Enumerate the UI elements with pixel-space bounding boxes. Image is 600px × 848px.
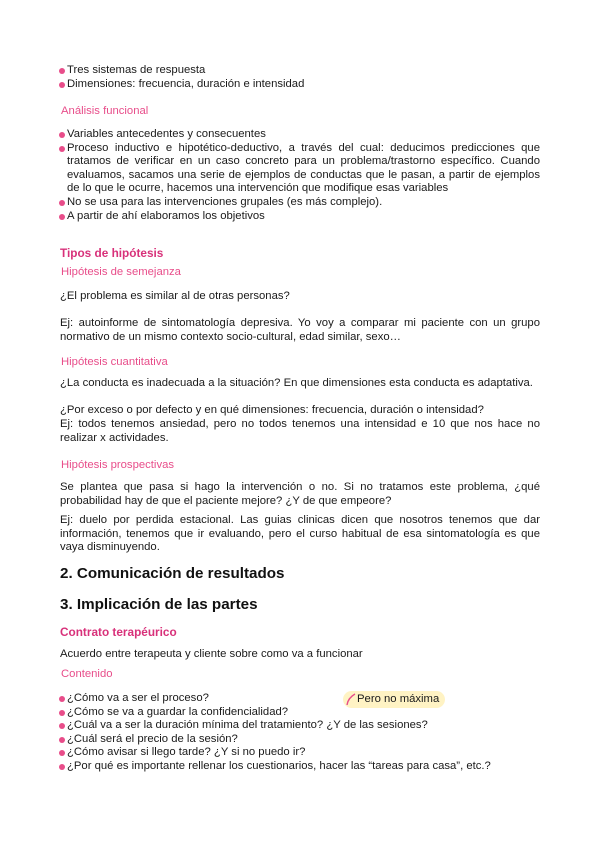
analisis-funcional-heading: Análisis funcional bbox=[61, 105, 149, 117]
list-item: No se usa para las intervenciones grupales (es más complejo). bbox=[60, 196, 540, 210]
contenido-heading: Contenido bbox=[61, 668, 113, 680]
bullet-icon bbox=[59, 723, 65, 729]
hipotesis-cuantitativa-heading: Hipótesis cuantitativa bbox=[61, 356, 168, 368]
semejanza-question: ¿El problema es similar al de otras personas? bbox=[60, 290, 290, 302]
list-item: Dimensiones: frecuencia, duración e intensidad bbox=[60, 78, 540, 92]
section-2-title: 2. Comunicación de resultados bbox=[60, 565, 285, 582]
annotation-pointer-icon bbox=[345, 693, 357, 706]
bullet-icon bbox=[59, 132, 65, 138]
prospectivas-question: Se plantea que pasa si hago la intervención o no. Si no tratamos este problema, ¿qué probabilidad hay de que el paciente mejore? ¿Y de que empeore? bbox=[60, 481, 540, 507]
list-item: Proceso inductivo e hipotético-deductivo, a través del cual: deducimos predicciones que tratamos de verificar en un caso concreto para un problema/trastorno específico. Cuando evaluamos, sacamos una serie de ejemplos de conductas que le pasan, a partir de ejemplos de lo que le ocurre, hacemos una intervención que modifique esas variables bbox=[60, 142, 540, 196]
bullet-icon bbox=[59, 214, 65, 220]
list-item: Tres sistemas de respuesta bbox=[60, 64, 540, 78]
list-item: ¿Cómo avisar si llego tarde? ¿Y si no puedo ir? bbox=[60, 746, 540, 760]
annotation-note bbox=[343, 691, 445, 708]
bullet-icon bbox=[59, 82, 65, 88]
list-item: ¿Cuál va a ser la duración mínima del tratamiento? ¿Y de las sesiones? bbox=[60, 719, 540, 733]
section-3-title: 3. Implicación de las partes bbox=[60, 596, 258, 613]
bullet-icon bbox=[59, 750, 65, 756]
bullet-icon bbox=[59, 68, 65, 74]
contrato-heading: Contrato terapéurico bbox=[60, 625, 177, 639]
top-bullet-list bbox=[60, 64, 540, 91]
contenido-bullet-list bbox=[60, 692, 540, 774]
list-item: ¿Cómo va a ser el proceso? bbox=[60, 692, 540, 706]
list-item: ¿Por qué es importante rellenar los cuestionarios, hacer las “tareas para casa”, etc.? bbox=[60, 760, 540, 774]
bullet-icon bbox=[59, 696, 65, 702]
bullet-icon bbox=[59, 764, 65, 770]
bullet-icon bbox=[59, 710, 65, 716]
hipotesis-semejanza-heading: Hipótesis de semejanza bbox=[61, 266, 181, 278]
annotation-note-text: Pero no máxima bbox=[357, 693, 440, 705]
semejanza-example: Ej: autoinforme de sintomatología depresiva. Yo voy a comparar mi paciente con un grupo normativo de un mismo contexto socio-cultural, edad similar, sexo… bbox=[60, 317, 540, 343]
bullet-icon bbox=[59, 146, 65, 152]
cuantitativa-dimensions: ¿Por exceso o por defecto y en qué dimensiones: frecuencia, duración o intensidad? bbox=[60, 404, 484, 416]
list-item: ¿Cuál será el precio de la sesión? bbox=[60, 733, 540, 747]
analisis-bullet-list bbox=[60, 128, 540, 223]
list-item: ¿Cómo se va a guardar la confidencialidad? bbox=[60, 706, 540, 720]
hipotesis-prospectivas-heading: Hipótesis prospectivas bbox=[61, 459, 175, 471]
contrato-intro: Acuerdo entre terapeuta y cliente sobre como va a funcionar bbox=[60, 648, 363, 660]
bullet-icon bbox=[59, 737, 65, 743]
list-item: Variables antecedentes y consecuentes bbox=[60, 128, 540, 142]
tipos-hipotesis-heading: Tipos de hipótesis bbox=[60, 246, 164, 260]
list-item: A partir de ahí elaboramos los objetivos bbox=[60, 210, 540, 224]
prospectivas-example: Ej: duelo por perdida estacional. Las guias clinicas dicen que nosotros tenemos que dar información, tenemos que ir evaluando, pero el curso habitual de esa sintomatología es que vaya disminuyendo. bbox=[60, 514, 540, 554]
bullet-icon bbox=[59, 200, 65, 206]
cuantitativa-question: ¿La conducta es inadecuada a la situación? En que dimensiones esta conducta es adaptativa. bbox=[60, 377, 533, 389]
cuantitativa-example: Ej: todos tenemos ansiedad, pero no todos tenemos una intensidad e 10 que nos hace no realizar x actividades. bbox=[60, 418, 540, 444]
